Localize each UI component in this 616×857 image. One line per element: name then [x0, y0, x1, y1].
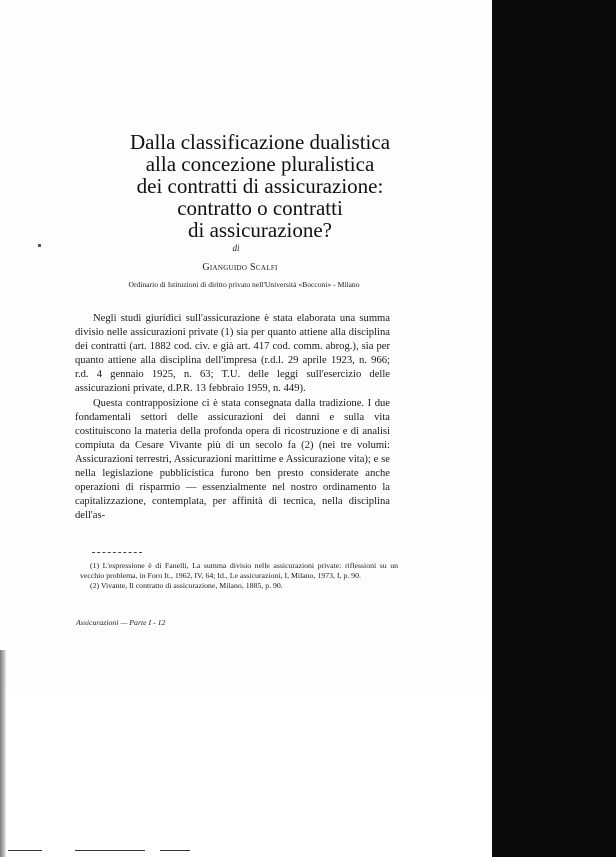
title-line: dei contratti di assicurazione: [136, 174, 384, 198]
scan-line-left [8, 850, 42, 851]
author-affiliation: Ordinario di Istituzioni di diritto privato nell'Università «Bocconi» - Milano [128, 280, 360, 289]
body-paragraph: Negli studi giuridici sull'assicurazione è stata elaborata una summa divisio nelle assicurazioni private (1) sia per quanto attiene alla disciplina dei contratti (art. 1882 cod. civ. e già art. 417 cod. comm. abrog.), sia per quanto attiene alla disciplina dell'impresa (r.d.l. 29 aprile 1923, n. 966; r.d. 4 gennaio 1925, n. 63; T.U. delle leggi sull'esercizio delle assicurazioni private, d.P.R. 13 febbraio 1959, n. 449). [75, 313, 390, 395]
title-line: alla concezione pluralistica [145, 152, 375, 176]
scan-left-edge [0, 650, 6, 857]
byline-di: di [232, 243, 240, 253]
footnotes [80, 561, 398, 592]
page-footer: Assicurazioni — Parte I - 12 [76, 618, 166, 627]
scan-speck [38, 244, 41, 247]
scan-line-mid [75, 850, 145, 851]
title-line: contratto o contratti [177, 196, 343, 220]
author-name: Gianguido Scalfi [202, 262, 278, 273]
article-title [60, 131, 460, 241]
footnote: (2) Vivante, Il contratto di assicurazione, Milano, 1885, p. 90. [90, 581, 283, 591]
title-line: Dalla classificazione dualistica [129, 130, 391, 154]
footnote: (1) L'espressione è di Fanelli, La summa divisio nelle assicurazioni private: riflessioni su un vecchio problema, in Foro It., 1962, IV, 64; Id., Le assicurazioni, I, Milano, 1973, I, p. 90. [80, 561, 398, 581]
scan-dark-corner [492, 770, 616, 857]
scan-dark-margin [492, 0, 616, 857]
scan-line-right [160, 850, 190, 851]
title-line: di assicurazione? [187, 218, 333, 242]
body-paragraph: Questa contrapposizione ci è stata consegnata dalla tradizione. I due fondamentali settori delle assicurazioni dei danni e sulla vita costituiscono la materia della profonda opera di ricostruzione e di analisi compiuta da Cesare Vivante più di un secolo fa (2) (nei tre volumi: Assicurazioni terrestri, Assicurazioni marittime e Assicurazione vita); e se nella legislazione pubblicistica furono ben presto considerate anche operazioni di risparmio — essenzialmente nel nostro ordinamento la capitalizzazione, contemplata, per affinità di tecnica, nella disciplina dell'as- [75, 397, 390, 522]
footnote-separator [92, 552, 142, 553]
article-body [75, 312, 390, 523]
